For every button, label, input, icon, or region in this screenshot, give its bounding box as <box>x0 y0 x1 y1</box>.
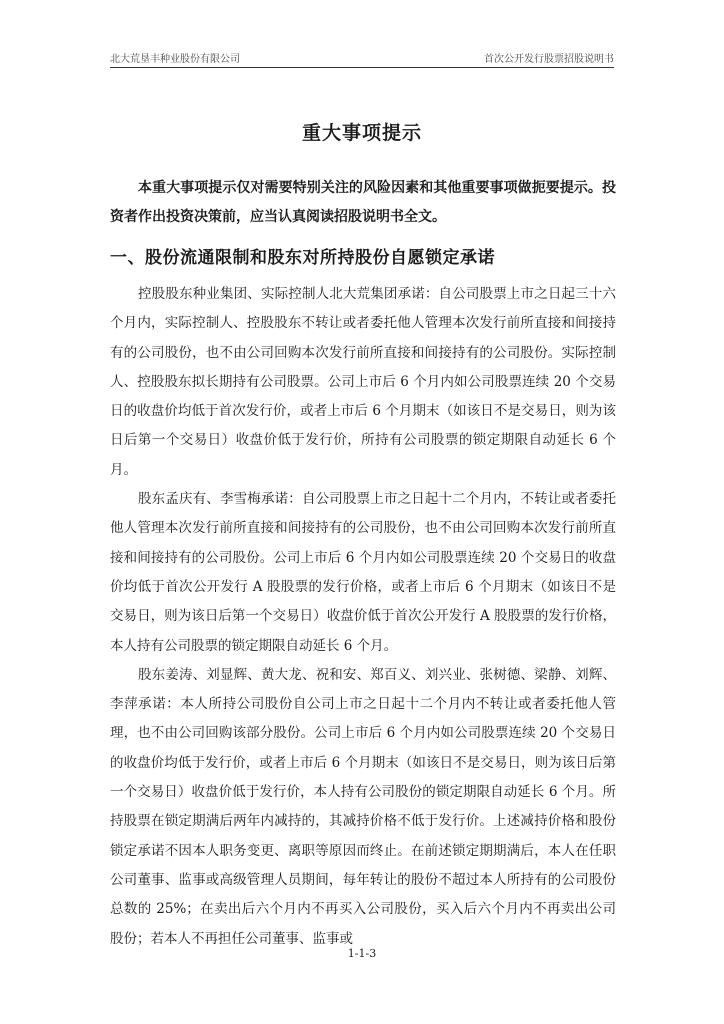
running-header <box>110 47 614 68</box>
body-paragraph: 股东孟庆有、李雪梅承诺：自公司股票上市之日起十二个月内，不转让或者委托他人管理本次发行前所直接和间接持有的公司股份，也不由公司回购本次发行前所直接和间接持有的公司股份。公司上市后 6 个月内如公司股票连续 20 个交易日的收盘价均低于首次公开发行 A 股股票的发行价格，或者上市后 6 个月期末（如该日不是交易日，则为该日后第一个交易日）收盘价低于首次公开发行 A 股股票的发行价格，本人持有公司股票的锁定期限自动延长 6 个月。 <box>110 491 616 654</box>
header-document-title: 首次公开发行股票招股说明书 <box>484 54 614 65</box>
page-number: 1-1-3 <box>347 947 377 960</box>
header-company-name: 北大荒垦丰种业股份有限公司 <box>110 54 240 65</box>
body-paragraph: 股东姜涛、刘显辉、黄大龙、祝和安、郑百义、刘兴业、张树德、梁静、刘辉、李萍承诺：本人所持公司股份自公司上市之日起十二个月内不转让或者委托他人管理，也不由公司回购该部分股份。公司上市后 6 个月内如公司股票连续 20 个交易日的收盘价均低于发行价，或者上市后 6 个月期末（如该日不是交易日，则为该日后第一个交易日）收盘价低于发行价，本人持有公司股份的锁定期限自动延长 6 个月。所持股票在锁定期满后两年内减持的，其减持价格不低于发行价。上述减持价格和股份锁定承诺不因本人职务变更、离职等原因而终止。在前述锁定期期满后，本人在任职公司董事、监事或高级管理人员期间，每年转让的股份不超过本人所持有的公司股份总数的 25%；在卖出后六个月内不再买入公司股份，买入后六个月内不再卖出公司股份；若本人不再担任公司董事、监事或 <box>110 666 616 947</box>
section-heading: 一、股份流通限制和股东对所持股份自愿锁定承诺 <box>110 248 495 268</box>
intro-paragraph: 本重大事项提示仅对需要特别关注的风险因素和其他重要事项做扼要提示。投资者作出投资决策前，应当认真阅读招股说明书全文。 <box>110 180 616 225</box>
body-paragraph: 控股股东种业集团、实际控制人北大荒集团承诺：自公司股票上市之日起三十六个月内，实际控制人、控股股东不转让或者委托他人管理本次发行前所直接和间接持有的公司股份，也不由公司回购本次发行前所直接和间接持有的公司股份。实际控制人、控股股东拟长期持有公司股票。公司上市后 6 个月内如公司股票连续 20 个交易日的收盘价均低于首次发行价，或者上市后 6 个月期末（如该日不是交易日，则为该日后第一个交易日）收盘价低于发行价，所持有公司股票的锁定期限自动延长 6 个月。 <box>110 286 616 478</box>
section-body <box>110 280 616 954</box>
page-title: 重大事项提示 <box>301 122 422 144</box>
